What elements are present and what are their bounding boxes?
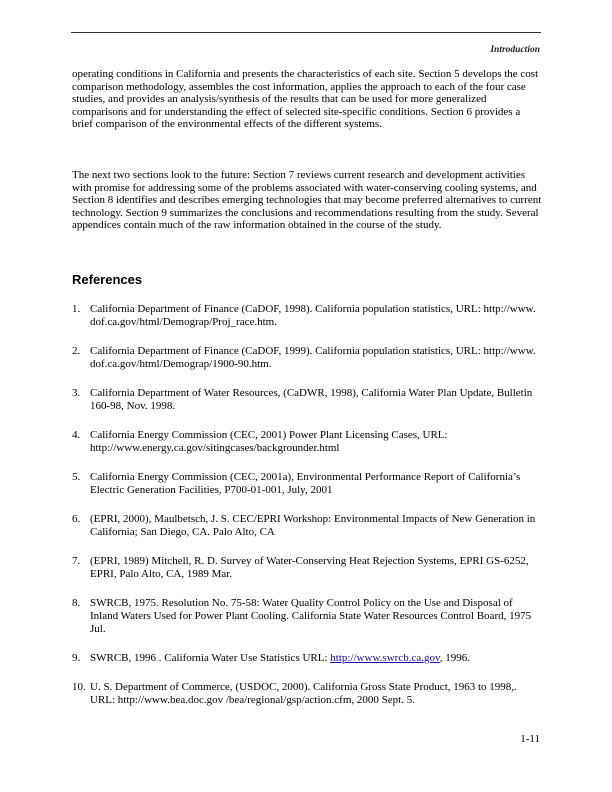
reference-text: U. S. Department of Commerce, (USDOC, 2000). California Gross State Product, 1963 to 1998,. URL: http://www.bea.doc.gov /bea/regional/gsp/action.cfm, 2000 Sept. 5. bbox=[90, 681, 517, 706]
reference-item bbox=[72, 471, 542, 497]
reference-item bbox=[72, 387, 542, 413]
reference-item bbox=[72, 597, 542, 636]
reference-number: 2. bbox=[72, 345, 81, 357]
reference-number: 9. bbox=[72, 652, 81, 664]
reference-number: 10. bbox=[72, 681, 86, 693]
reference-item bbox=[72, 513, 542, 539]
reference-number: 5. bbox=[72, 471, 81, 483]
reference-number: 8. bbox=[72, 597, 81, 609]
reference-text: California Energy Commission (CEC, 2001) Power Plant Licensing Cases, URL: http://www.energy.ca.gov/sitingcases/backgrounder.html bbox=[90, 429, 448, 454]
reference-item bbox=[72, 345, 542, 371]
reference-text: California Department of Finance (CaDOF, 1998). California population statistics, URL: http://www. dof.ca.gov/html/Demograp/Proj_race.htm. bbox=[90, 303, 536, 328]
reference-text: California Department of Finance (CaDOF, 1999). California population statistics, URL: http://www. dof.ca.gov/html/Demograp/1900-90.htm. bbox=[90, 345, 536, 370]
reference-text: (EPRI, 1989) Mitchell, R. D. Survey of Water-Conserving Heat Rejection Systems, EPRI GS-6252, EPRI, Palo Alto, CA, 1989 Mar. bbox=[90, 555, 529, 580]
running-head: Introduction bbox=[490, 45, 540, 55]
reference-number: 1. bbox=[72, 303, 81, 315]
reference-number: 7. bbox=[72, 555, 81, 567]
reference-number: 4. bbox=[72, 429, 81, 441]
reference-item bbox=[72, 681, 542, 707]
reference-item bbox=[72, 652, 542, 665]
header-rule bbox=[71, 32, 541, 33]
body-paragraph-2: The next two sections look to the future: Section 7 reviews current research and development activities with promise for addressing some of the problems associated with water-conserving cooling systems, and Section 8 identifies and describes emerging technologies that may become preferred alternatives to current technology. Section 9 summarizes the conclusions and recommendations resulting from the study. Several appendices contain much of the raw information obtained in the course of the study. bbox=[72, 169, 542, 232]
reference-text: SWRCB, 1975. Resolution No. 75-58: Water Quality Control Policy on the Use and Disposal of Inland Waters Used for Power Plant Cooling. California State Water Resources Control Board, 1975 Jul. bbox=[90, 597, 532, 635]
body-paragraph-1: operating conditions in California and presents the characteristics of each site. Section 5 develops the cost comparison methodology, assembles the cost information, applies the approach to each of the four case studies, and provides an analysis/synthesis of the results that can be used for more generalized comparisons and for understanding the effect of selected site-specific conditions. Section 6 provides a brief comparison of the environmental effects of the different systems. bbox=[72, 68, 539, 131]
reference-text: California Energy Commission (CEC, 2001a), Environmental Performance Report of California’s Electric Generation Facilities, P700-01-001, July, 2001 bbox=[90, 471, 521, 496]
reference-item bbox=[72, 429, 542, 455]
reference-number: 6. bbox=[72, 513, 81, 525]
reference-number: 3. bbox=[72, 387, 81, 399]
reference-text: California Department of Water Resources, (CaDWR, 1998), California Water Plan Update, Bulletin 160-98, Nov. 1998. bbox=[90, 387, 533, 412]
references-heading: References bbox=[72, 272, 143, 287]
references-list bbox=[72, 303, 542, 723]
swrcb-link[interactable]: http://www.swrcb.ca.gov bbox=[330, 652, 440, 664]
reference-text bbox=[90, 652, 542, 665]
reference-item bbox=[72, 555, 542, 581]
reference-text-before: SWRCB, 1996 . California Water Use Statistics URL: bbox=[90, 652, 331, 664]
page-number: 1-11 bbox=[520, 733, 540, 745]
reference-item bbox=[72, 303, 542, 329]
reference-text-after: , 1996. bbox=[439, 652, 470, 664]
reference-text: (EPRI, 2000), Maulbetsch, J. S. CEC/EPRI Workshop: Environmental Impacts of New Generation in California; San Diego, CA. Palo Alto, CA bbox=[90, 513, 536, 538]
